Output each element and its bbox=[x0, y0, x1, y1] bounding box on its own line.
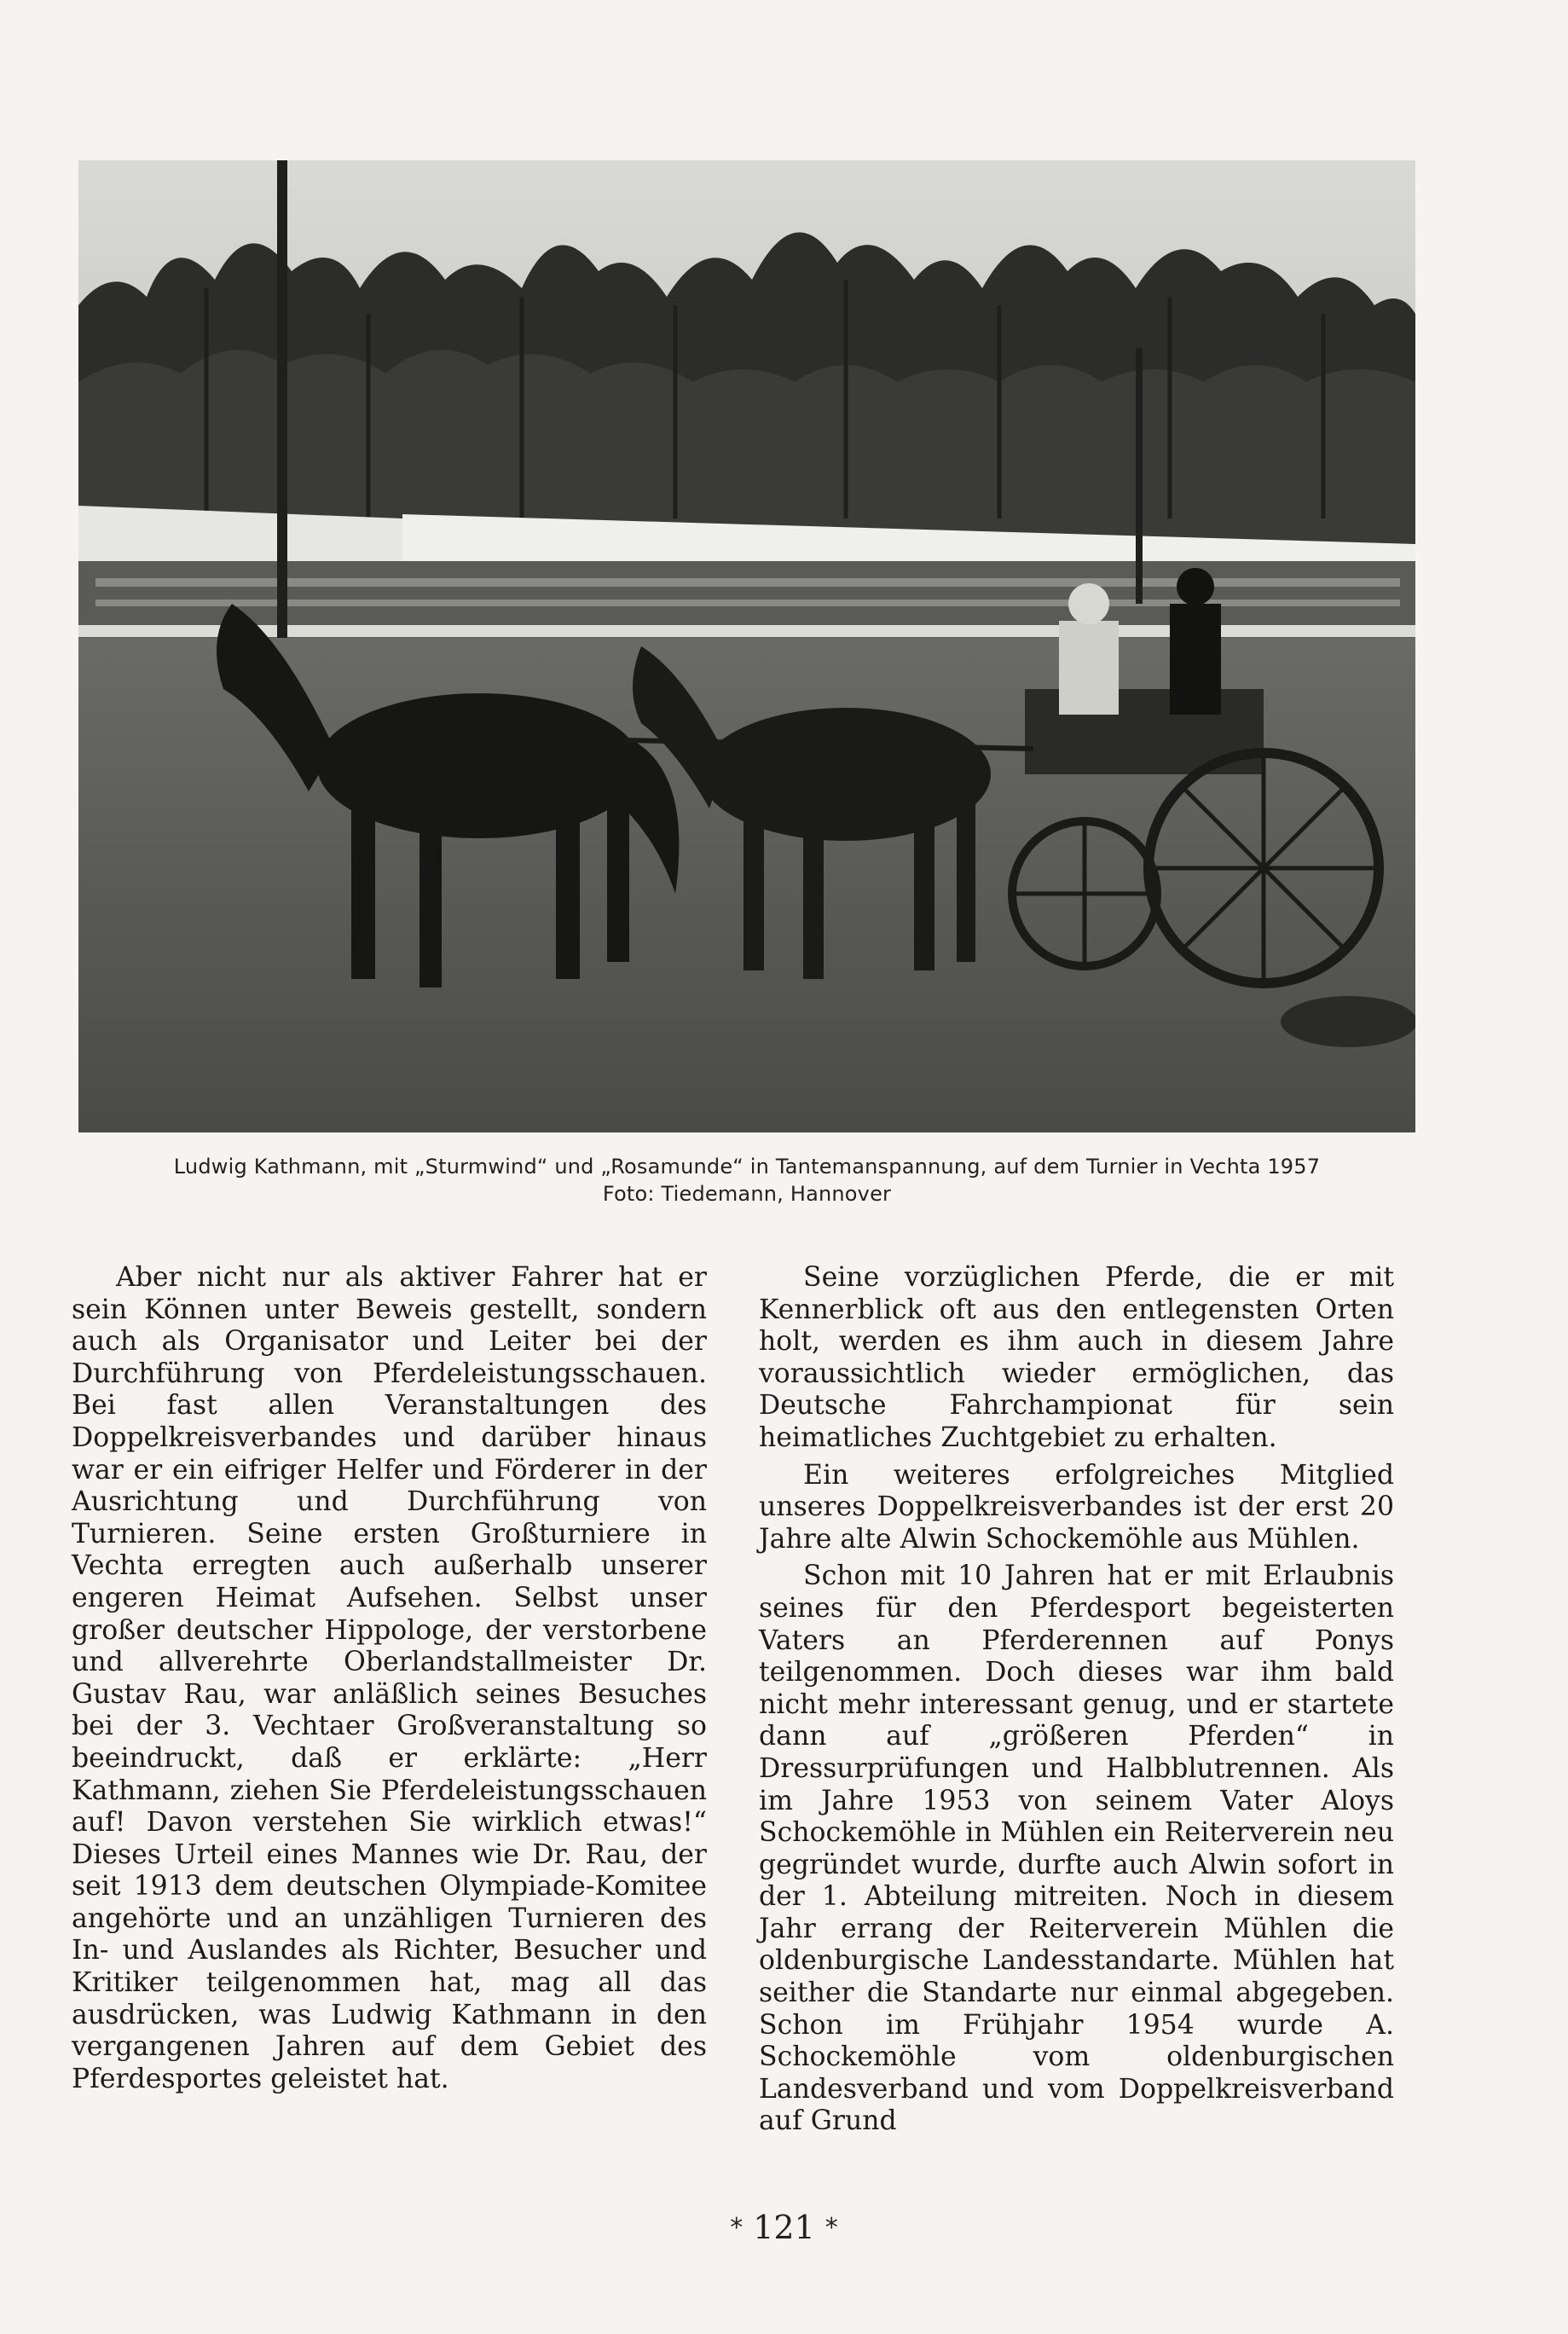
right-paragraph-3: Schon mit 10 Jahren hat er mit Erlaubnis seines für den Pferdesport begeisterten Vaters an Pferderennen auf Ponys teilgenommen. Doch dieses war ihm bald nicht mehr interessant genug, und er startete dann auf „größeren Pferden“ in Dressurprüfungen und Halbblutrennen. Als im Jahre 1953 von seinem Vater Aloys Schockemöhle in Mühlen ein Reiterverein neu gegründet wurde, durfte auch Alwin sofort in der 1. Abteilung mitreiten. Noch in diesem Jahr errang der Reiterverein Mühlen die oldenburgische Landesstandarte. Mühlen hat seither die Standarte nur einmal abgegeben. Schon im Frühjahr 1954 wurde A. Schockemöhle vom oldenburgischen Landesverband und vom Doppelkreisverband auf Grund bbox=[759, 1561, 1394, 2137]
left-paragraph-1: Aber nicht nur als aktiver Fahrer hat er sein Können unter Beweis gestellt, sondern auch als Organisator und Leiter bei der Durchführung von Pferdeleistungsschauen. Bei fast allen Veranstaltungen des Doppelkreisverbandes und darüber hinaus war er ein eifriger Helfer und Förderer in der Ausrichtung und Durchführung von Turnieren. Seine ersten Großturniere in Vechta erregten auch außerhalb unserer engeren Heimat Aufsehen. Selbst unser großer deutscher Hippologe, der verstorbene und allverehrte Oberlandstallmeister Dr. Gustav Rau, war anläßlich seines Besuches bei der 3. Vechtaer Großveranstaltung so beeindruckt, daß er erklärte: „Herr Kathmann, ziehen Sie Pferdeleistungsschauen auf! Davon verstehen Sie wirklich etwas!“ Dieses Urteil eines Mannes wie Dr. Rau, der seit 1913 dem deutschen Olympiade-Komitee angehörte und an unzähligen Turnieren des In- und Auslandes als Richter, Besucher und Kritiker teilgenommen hat, mag all das ausdrücken, was Ludwig Kathmann in den vergangenen Jahren auf dem Gebiet des Pferdesportes geleistet hat. bbox=[72, 1262, 707, 2094]
photo-illustration bbox=[78, 160, 1415, 1132]
star-icon-right: * bbox=[825, 2213, 838, 2243]
right-paragraph-2: Ein weiteres erfolgreiches Mitglied unseres Doppelkreisverbandes ist der erst 20 Jahre alte Alwin Schockemöhle aus Mühlen. bbox=[759, 1459, 1394, 1555]
right-paragraph-1: Seine vorzüglichen Pferde, die er mit Kennerblick oft aus den entlegensten Orten holt, werden es ihm auch in diesem Jahre voraussichtlich wieder ermöglichen, das Deutsche Fahrchampionat für sein heimatliches Zuchtgebiet zu erhalten. bbox=[759, 1262, 1394, 1453]
page-number: 121 bbox=[753, 2209, 815, 2246]
caption-credit: Foto: Tiedemann, Hannover bbox=[602, 1182, 892, 1206]
caption-line-1: Ludwig Kathmann, mit „Sturmwind“ und „Rosamunde“ in Tantemanspannung, auf dem Turnier in Vechta 1957 bbox=[173, 1155, 1321, 1179]
horse-carriage-photo bbox=[78, 160, 1415, 1132]
left-column bbox=[72, 1262, 707, 2095]
right-column bbox=[759, 1262, 1394, 2138]
star-icon-left: * bbox=[730, 2213, 743, 2243]
photo-caption bbox=[78, 1153, 1415, 1208]
page-footer bbox=[0, 2209, 1568, 2246]
